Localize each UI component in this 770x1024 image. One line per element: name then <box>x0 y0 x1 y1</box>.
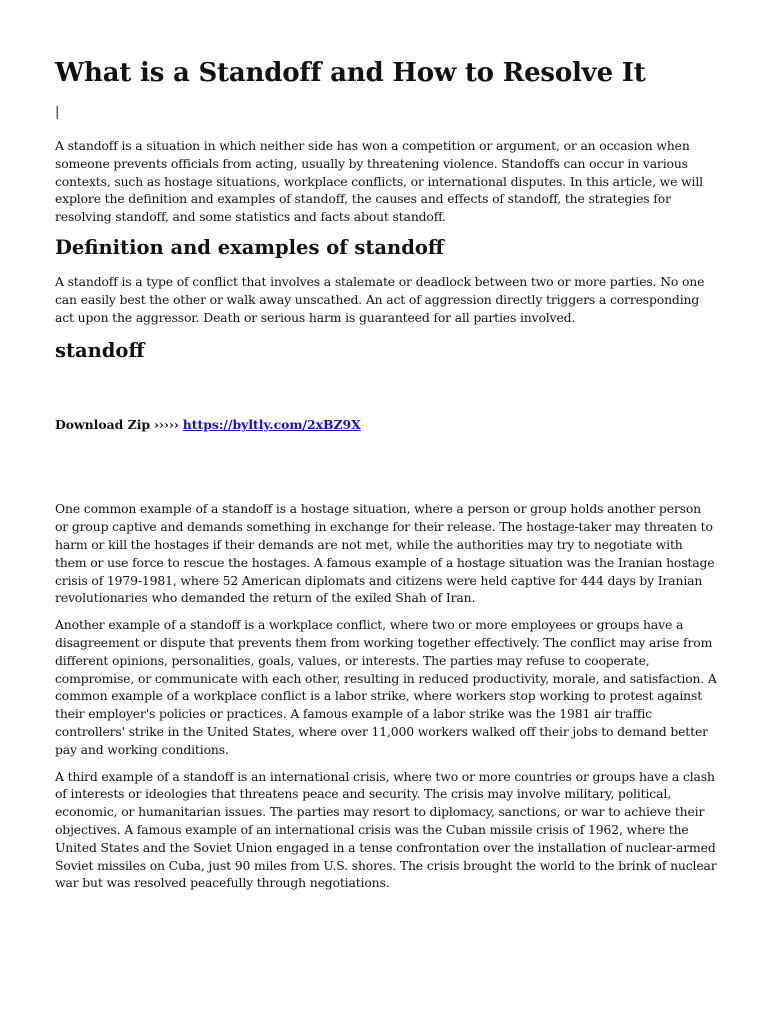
body-paragraph-workplace: Another example of a standoff is a workplace conflict, where two or more employees or groups have a disagreement or dispute that prevents them from working together effectively. The conflict may arise from different opinions, personalities, goals, values, or interests. The parties may refuse to cooperate, compromise, or communicate with each other, resulting in reduced productivity, morale, and satisfaction. A common example of a workplace conflict is a labor strike, where workers stop working to protest against their employer's policies or practices. A famous example of a labor strike was the 1981 air traffic controllers' strike in the United States, where over 11,000 workers walked off their jobs to demand better pay and working conditions. <box>55 617 717 757</box>
body-paragraph-hostage: One common example of a standoff is a hostage situation, where a person or group holds another person or group captive and demands something in exchange for their release. The hostage-taker may threaten to harm or kill the hostages if their demands are not met, while the authorities may try to negotiate with them or use force to rescue the hostages. A famous example of a hostage situation was the Iranian hostage crisis of 1979-1981, where 52 American diplomats and citizens were held captive for 444 days by Iranian revolutionaries who demanded the return of the exiled Shah of Iran. <box>55 501 715 606</box>
download-link[interactable]: https://byltly.com/2xBZ9X <box>182 417 361 433</box>
page-title: What is a Standoff and How to Resolve It <box>55 58 646 88</box>
definition-paragraph: A standoff is a type of conflict that involves a stalemate or deadlock between two or more parties. No one can easily best the other or walk away unscathed. An act of aggression directly triggers a corresponding act upon the aggressor. Death or serious harm is guaranteed for all parties involved. <box>55 273 705 325</box>
text-cursor: | <box>55 105 60 120</box>
document-page <box>55 56 717 901</box>
intro-paragraph: A standoff is a situation in which neither side has won a competition or argument, or an occasion when someone prevents officials from acting, usually by threatening violence. Standoffs can occur in various contexts, such as hostage situations, workplace conflicts, or international disputes. In this article, we will explore the definition and examples of standoff, the causes and effects of standoff, the strategies for resolving standoff, and some statistics and facts about standoff. <box>55 138 703 225</box>
download-label: Download Zip <box>55 417 151 433</box>
section-heading-standoff: standoff <box>55 339 145 363</box>
body-paragraph-international: A third example of a standoff is an international crisis, where two or more countries or groups have a clash of interests or ideologies that threatens peace and security. The crisis may involve military, political, economic, or humanitarian issues. The parties may resort to diplomacy, sanctions, or war to achieve their objectives. A famous example of an international crisis was the Cuban missile crisis of 1962, where the United States and the Soviet Union engaged in a tense confrontation over the installation of nuclear-armed Soviet missiles on Cuba, just 90 miles from U.S. shores. The crisis brought the world to the brink of nuclear war but was resolved peacefully through negotiations. <box>55 768 717 891</box>
download-line <box>55 416 717 434</box>
spacer <box>55 434 717 500</box>
section-heading-definition: Definition and examples of standoff <box>55 235 444 259</box>
download-arrows: ››››› <box>154 417 179 433</box>
